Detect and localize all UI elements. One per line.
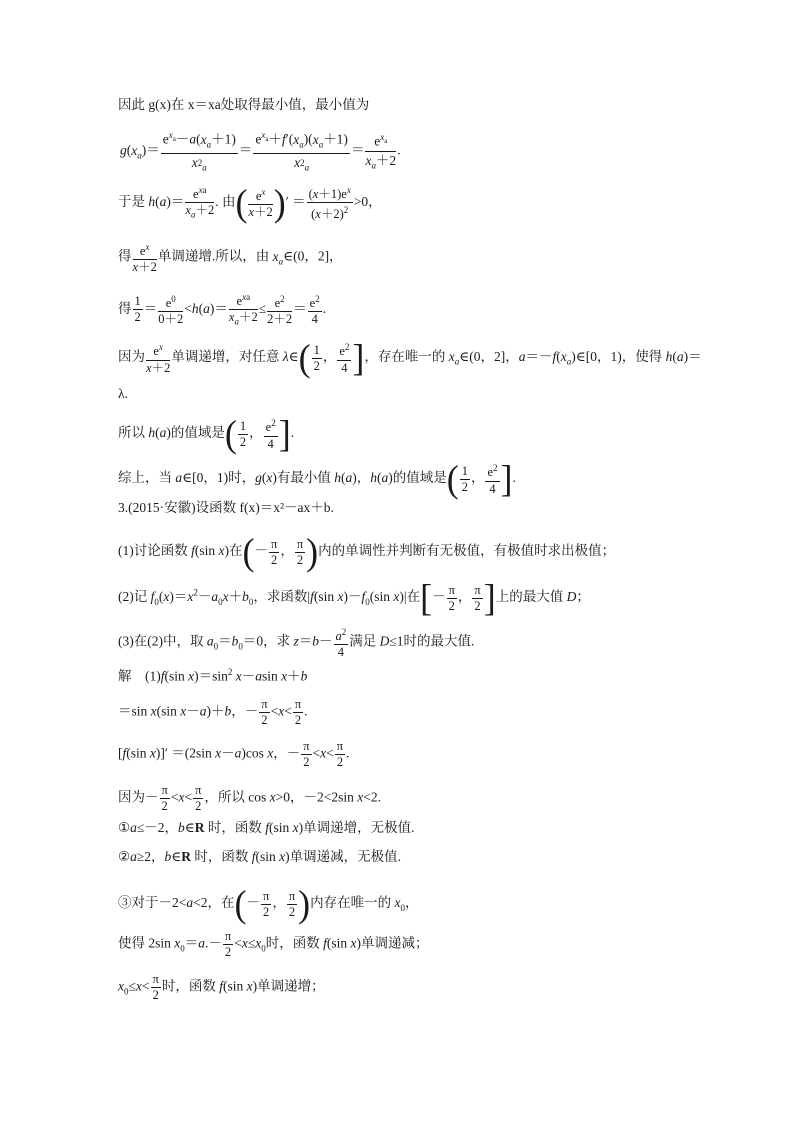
text-line-render: 综上，当 a∈[0，1)时，g(x)有最小值 h(a)，h(a)的值域是( $\frac{1}{2}$ ， $\frac{e^2}{4}$ ]. [118, 458, 516, 500]
text-line-render: ③对于－2<a<2，在(－ $\frac{\pi}{2}$ ， $\frac{\pi}{2}$ )内存在唯一的 $x_0$， [118, 883, 419, 925]
text-line-render: 所以 h(a)的值域是( $\frac{1}{2}$ ， $\frac{e^2}{4}$ ]. [118, 413, 295, 455]
text-line-render: [f(sin x)]′ ＝(2sin x－a)cos x，－ $\frac{\pi}{2}$ <x< $\frac{\pi}{2}$ . [118, 739, 350, 769]
text-line: 因此 g(x)在 x＝xa处取得最小值，最小值为 [118, 97, 370, 112]
text-line-render: 因为－ $\frac{\pi}{2}$ <x< $\frac{\pi}{2}$ ，所以 cos x>0，－2<2sin x<2. [118, 783, 381, 813]
text-line-render: 得 $\frac{1}{2}$ ＝ $\frac{e^0}{0+2}$ <h(a)＝ $\frac{e^{xa}}{x_a+2}$ ≤ $\frac{e^2}{2+2}$ ＝ $\frac{e^2}{4}$ . [118, 292, 327, 327]
text-line-render: ①a≤－2，b∈R 时，函数 f(sin x)单调递增，无极值. [118, 820, 415, 835]
text-line-render: 使得 2sin $x_0=a.-$ $\frac{\pi}{2}$ $<x\le x_0$时，函数 f(sin x)单调递减； [118, 929, 429, 959]
text-line-render: 得 $\frac{e^x}{x+2}$ 单调递增.所以，由 $x_a\in(0$，2]， [118, 242, 343, 275]
text-line-render: ＝sin x(sin x－a)＋b，－ $\frac{\pi}{2}$ <x< $\frac{\pi}{2}$ . [118, 697, 308, 727]
text-line-render: 因为 $\frac{e^x}{x+2}$ 单调递增，对任意 λ∈( $\frac{1}{2}$ ， $\frac{e^2}{4}$ ]，存在唯一的 $x_a\in(0$，2]，$a=-f(x_a)\in[0$，1)，使得 h(a)＝ [118, 337, 702, 379]
text-line-render: $x_0\le x<$ $\frac{\pi}{2}$ 时，函数 f(sin x)单调递增； [118, 972, 325, 1002]
text-line: λ. [118, 386, 128, 401]
text-line-render: ②a≥2，b∈R 时，函数 f(sin x)单调递减，无极值. [118, 849, 402, 864]
text-line-render: (2)记 $f_0(x)=x^2-a_0x+b_0$，求函数|f(sin $x)-f_0(\sin$ x)|在[－ $\frac{\pi}{2}$ ， $\frac{\pi}{2}$ ]上的最大值 D； [118, 577, 590, 619]
text-line-render: (3)在(2)中，取 $a_0=b_0=0$，求 z＝b－ $\frac{a^2}{4}$ 满足 D≤1时的最大值. [118, 627, 475, 660]
text-line-render: 解 (1)f(sin $x)=\sin^2$ x－asin x＋b [118, 667, 308, 684]
equation-g-xa-render: $g(x_a)=$ $\frac{e^{x_a}-a(x_a+1)}{x^2_a}$ ＝ $\frac{e^{x_a}+f'(x_a)(x_a+1)}{x^2_a}$ ＝ $\frac{e^{x_a}}{x_a+2}$ . [120, 126, 401, 177]
text-line-render: 于是 h(a)＝ $\frac{e^{xa}}{x_a+2}$ . 由( $\frac{e^x}{x+2}$ )′ ＝ $\frac{(x+1)e^x}{(x+2)^2}$ >0， [118, 181, 382, 224]
problem-heading: 3.(2015·安徽)设函数 f(x)＝x²－ax＋b. [118, 500, 334, 515]
text-line-render: (1)讨论函数 f(sin x)在(－ $\frac{\pi}{2}$ ， $\frac{\pi}{2}$ )内的单调性并判断有无极值，有极值时求出极值； [118, 531, 616, 573]
